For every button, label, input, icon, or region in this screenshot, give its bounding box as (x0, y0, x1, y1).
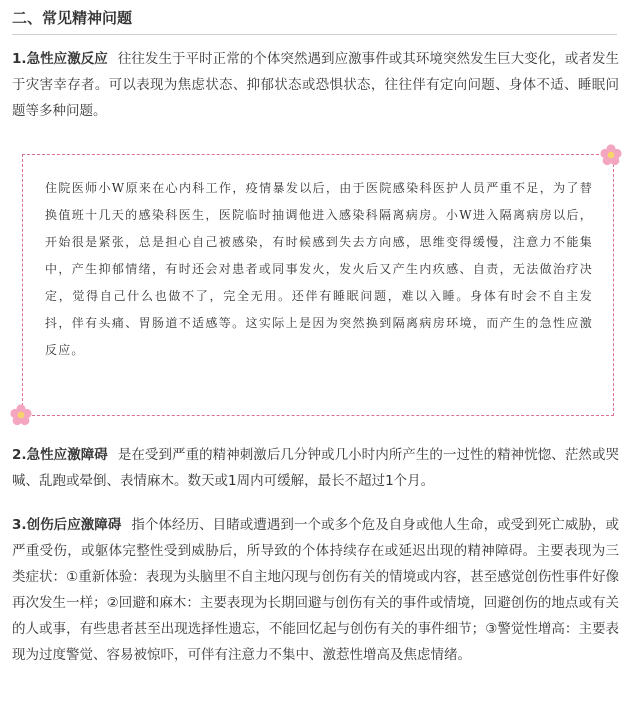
case-study-box (22, 154, 614, 416)
item-label: 2.急性应激障碍 (12, 447, 108, 463)
item-text: 是在受到严重的精神刺激后几分钟或几小时内所产生的一过性的精神恍惚、茫然或哭喊、乱跑或晕倒、表情麻木。数天或1周内可缓解，最长不超过1个月。 (12, 447, 619, 489)
item-text: 指个体经历、目睹或遭遇到一个或多个危及自身或他人生命，或受到死亡威胁，或严重受伤，或躯体完整性受到威胁后，所导致的个体持续存在或延迟出现的精神障碍。主要表现为三类症状：①重新体验：表现为头脑里不自主地闪现与创伤有关的情境或内容，甚至感觉创伤性事件好像再次发生一样；②回避和麻木：主要表现为长期回避与创伤有关的事件或情境，回避创伤的地点或有关的人或事，有些患者甚至出现选择性遗忘，不能回忆起与创伤有关的事件细节；③警觉性增高：主要表现为过度警觉、容易被惊吓，可伴有注意力不集中、激惹性增高及焦虑情绪。 (12, 517, 619, 663)
item-label: 3.创伤后应激障碍 (12, 517, 122, 533)
section-heading: 二、常见精神问题 (12, 8, 617, 34)
item-acute-stress-disorder (12, 442, 619, 494)
item-ptsd (12, 512, 619, 668)
flower-icon (600, 144, 622, 166)
flower-icon (10, 404, 32, 426)
item-acute-stress-reaction (12, 46, 619, 124)
case-study-text: 住院医师小W原来在心内科工作，疫情暴发以后，由于医院感染科医护人员严重不足，为了替换值班十几天的感染科医生，医院临时抽调他进入感染科隔离病房。小W进入隔离病房以后，开始很是紧张，总是担心自己被感染，有时候感到失去方向感，思维变得缓慢，注意力不能集中，产生抑郁情绪，有时还会对患者或同事发火，发火后又产生内疚感、自责，无法做治疗决定，觉得自己什么也做不了，完全无用。还伴有睡眠问题，难以入睡。身体有时会不自主发抖，伴有头痛、胃肠道不适感等。这实际上是因为突然换到隔离病房环境，而产生的急性应激反应。 (45, 181, 593, 357)
item-label: 1.急性应激反应 (12, 51, 108, 67)
item-text: 往往发生于平时正常的个体突然遇到应激事件或其环境突然发生巨大变化，或者发生于灾害幸存者。可以表现为焦虑状态、抑郁状态或恐惧状态，往往伴有定向问题、身体不适、睡眠问题等多种问题。 (12, 51, 619, 119)
